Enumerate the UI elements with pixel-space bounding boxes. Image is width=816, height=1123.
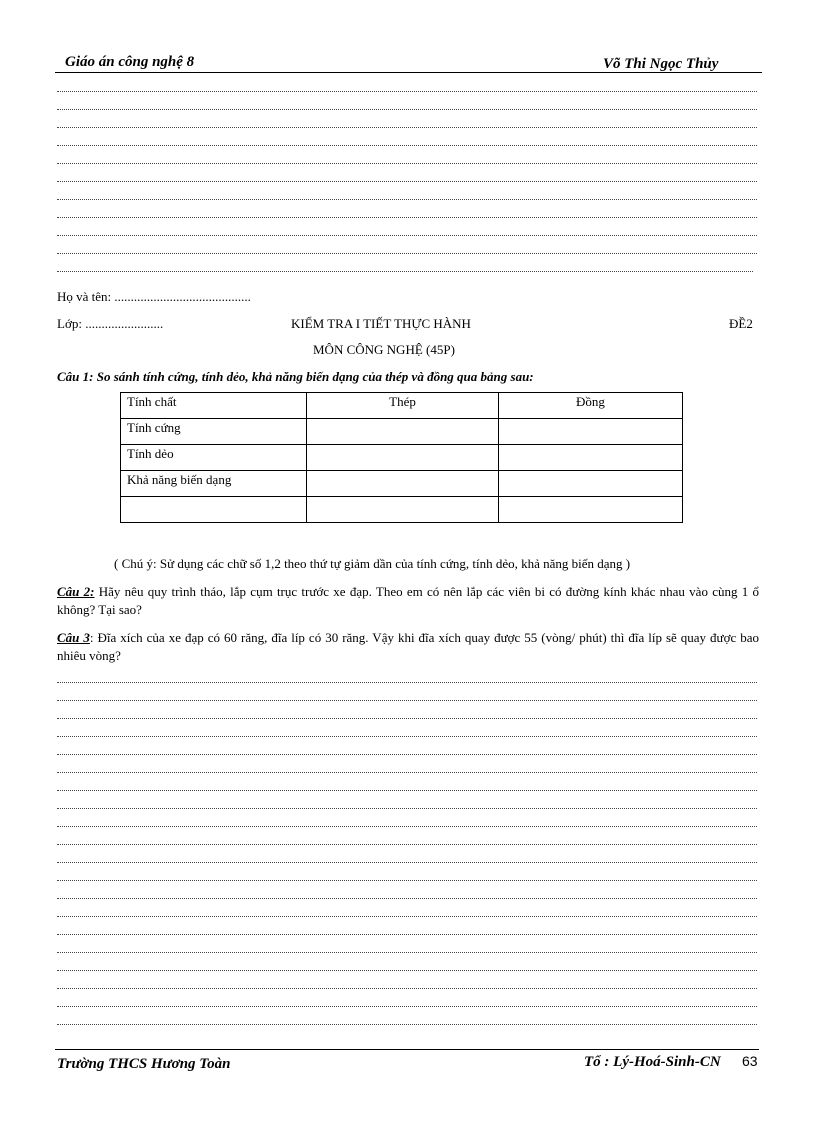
table-row <box>121 471 683 497</box>
table-cell: Tính cứng <box>121 419 307 445</box>
header-right: Võ Thi Ngọc Thủy <box>603 56 719 72</box>
dotted-line <box>57 109 757 110</box>
table-cell <box>499 419 683 445</box>
table-cell <box>307 497 499 523</box>
table-cell <box>307 419 499 445</box>
student-class-row <box>57 316 163 332</box>
question-3 <box>57 629 759 665</box>
dotted-line <box>57 826 757 827</box>
class-dots: ........................ <box>85 316 164 331</box>
dotted-line <box>57 880 757 881</box>
dotted-line <box>57 754 757 755</box>
dotted-line <box>57 145 757 146</box>
question-1 <box>57 369 534 385</box>
question-1-label: Câu 1 <box>57 369 90 384</box>
table-cell <box>499 497 683 523</box>
footer-rule <box>55 1049 759 1050</box>
dotted-line <box>57 217 757 218</box>
dotted-line <box>57 235 757 236</box>
dotted-line <box>57 1006 757 1007</box>
name-dots: .......................................... <box>114 289 251 304</box>
dotted-line <box>57 790 757 791</box>
dotted-line <box>57 772 757 773</box>
footer-department: Tổ : Lý-Hoá-Sinh-CN <box>584 1054 721 1070</box>
footer-school: Trường THCS Hương Toàn <box>57 1056 231 1072</box>
note: ( Chú ý: Sử dụng các chữ số 1,2 theo thứ tự giảm dần của tính cứng, tính dẻo, khả năng biến dạng ) <box>114 556 631 571</box>
question-1-text: : So sánh tính cứng, tính dẻo, khả năng biến dạng của thép và đồng qua bảng sau: <box>89 369 534 384</box>
dotted-line <box>57 736 757 737</box>
table-row <box>121 497 683 523</box>
class-label: Lớp: <box>57 316 82 331</box>
table-header-cell: Đồng <box>499 393 683 419</box>
table-cell <box>499 445 683 471</box>
dotted-line <box>57 988 757 989</box>
dotted-line <box>57 898 757 899</box>
dotted-line <box>57 682 757 683</box>
table-header-row <box>121 393 683 419</box>
table-cell: Khả năng biến dạng <box>121 471 307 497</box>
page-number: 63 <box>742 1053 758 1069</box>
table-cell <box>307 445 499 471</box>
dotted-line <box>57 91 757 92</box>
dotted-line <box>57 808 757 809</box>
table-header-cell: Thép <box>307 393 499 419</box>
header-left: Giáo án công nghệ 8 <box>65 54 195 70</box>
question-3-label: Câu 3 <box>57 630 90 645</box>
header-rule <box>55 72 762 73</box>
exam-subtitle: MÔN CÔNG NGHỆ (45P) <box>313 342 455 357</box>
dotted-line <box>57 1024 757 1025</box>
name-label: Họ và tên: <box>57 289 112 304</box>
dotted-line <box>57 934 757 935</box>
table-cell <box>499 471 683 497</box>
dotted-line <box>57 181 757 182</box>
question-2-label: Câu 2: <box>57 584 95 599</box>
dotted-line <box>57 862 757 863</box>
dotted-line <box>57 127 757 128</box>
table-header-cell: Tính chất <box>121 393 307 419</box>
table-cell: Tính dẻo <box>121 445 307 471</box>
student-name-row <box>57 289 251 305</box>
comparison-table <box>120 392 683 523</box>
dotted-line <box>57 844 757 845</box>
question-2-text: Hãy nêu quy trình tháo, lắp cụm trục trước xe đạp. Theo em có nên lắp các viên bi có đường kính khác nhau vào cùng 1 ổ không? Tại sao? <box>57 584 760 617</box>
dotted-line <box>57 718 757 719</box>
table-cell <box>121 497 307 523</box>
dotted-line <box>57 952 757 953</box>
table-cell <box>307 471 499 497</box>
dotted-line <box>57 253 757 254</box>
dotted-line <box>57 271 753 272</box>
dotted-line <box>57 700 757 701</box>
question-3-text: : Đĩa xích của xe đạp có 60 răng, đĩa líp có 30 răng. Vậy khi đĩa xích quay được 55 (vòng/ phút) thì đĩa líp sẽ quay được bao nhiêu vòng? <box>57 630 760 663</box>
question-2 <box>57 583 759 619</box>
table-row <box>121 445 683 471</box>
dotted-line <box>57 163 757 164</box>
exam-title: KIỂM TRA I TIẾT THỰC HÀNH <box>291 316 471 331</box>
dotted-line <box>57 199 757 200</box>
dotted-line <box>57 970 757 971</box>
exam-code: ĐỀ2 <box>729 316 753 331</box>
table-row <box>121 419 683 445</box>
dotted-line <box>57 916 757 917</box>
